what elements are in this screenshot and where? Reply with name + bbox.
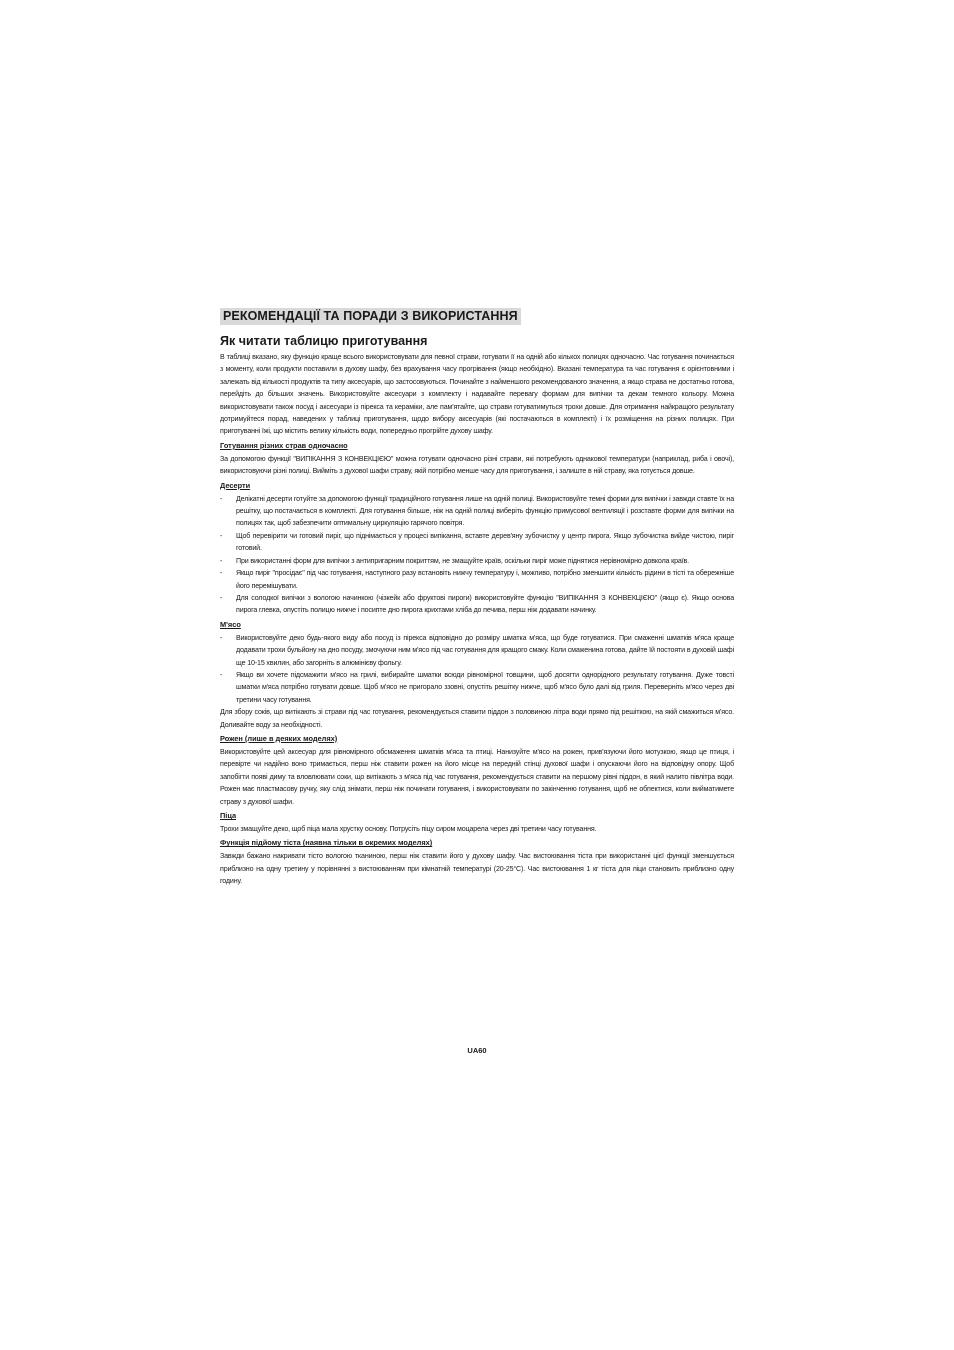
section-title-bar: РЕКОМЕНДАЦІЇ ТА ПОРАДИ З ВИКОРИСТАННЯ (220, 308, 521, 325)
page-number: UA60 (467, 1046, 487, 1055)
page-subtitle: Як читати таблицю приготування (220, 334, 428, 348)
list-item: - При використанні форм для випічки з антипригарним покриттям, не змащуйте країв, оскільки пиріг може піднятися нерівномірно довкола країв. (220, 556, 689, 565)
simultaneous-paragraph: За допомогою функції "ВИПІКАННЯ З КОНВЕКЦІЄЮ" можна готувати одночасно різні страви, які потребують однакової температури (наприклад, риба і овочі), використовуючи різні полиці. Вийміть з духової шафи страву, якій потрібно менше часу для приготування, і залиште в ній страву, яка готується довше. (220, 454, 734, 476)
list-item: - Делікатні десерти готуйте за допомогою функції традиційного готування лише на одній полиці. Використовуйте темні форми для випічки і завжди ставте їх на решітку, що постачається в комплекті. Для готування більше, ніж на одній полиці виберіть функцію примусової вентиляції і розставте форми для випічки на полицях так, щоб забезпечити оптимальну циркуляцію гарячого повітря. (220, 494, 734, 528)
list-item: - Щоб перевірити чи готовий пиріг, що піднімається у процесі випікання, вставте дерев'яну зубочистку у центр пирога. Якщо зубочистка вийде чистою, пиріг готовий. (220, 531, 734, 553)
section-heading-rotisserie: Рожен (лише в деяких моделях) (220, 733, 338, 743)
intro-paragraph: В таблиці вказано, яку функцію краще всього використовувати для певної страви, готувати її на одній або кількох полицях одночасно. Час готування починається з моменту, коли продукти поставили в духову шафу, без врахування часу прогрівання (якщо необхідно). Вказані температура та час готування є орієнтовними і залежать від кількості продуктів та типу аксесуарів, що застосовуються. Починайте з найменшого рекомендованого значення, а якщо страва не достатньо готова, перейдіть до більших значень. Використовуйте аксесуари з комплекту і надавайте перевагу формам для випічки та декам темного кольору. Можна використовувати також посуд і аксесуари із пірекса та кераміки, але пам'ятайте, що страви готуватимуться трохи довше. Для отримання найкращого результату дотримуйтеся порад, наведених у таблиці приготування, щодо вибору аксесуарів (які постачаються в комплекті) і їх розміщення на різних полицях. При приготуванні їжі, що містить велику кількість води, попередньо прогрійте духову шафу. (220, 353, 734, 436)
section-heading-dough: Функція підйому тіста (наявна тільки в окремих моделях) (220, 838, 433, 848)
section-heading-meat: М'ясо (220, 619, 241, 629)
pizza-paragraph: Трохи змащуйте деко, щоб піца мала хрустку основу. Потрусіть піцу сиром моцарела через дві третини часу готування. (220, 825, 597, 833)
list-item: - Використовуйте деко будь-якого виду або посуд із пірекса відповідно до розміру шматка м'яса, що буде готуватися. При смаженні шматків м'яса краще додавати трохи бульйону на дно посуду, змочуючи ним м'ясо під час готування для кращого смаку. Коли смаженина готова, дайте їй постояти в духовій шафі ще 10-15 хвилин, або загорніть в алюмінієву фольгу. (220, 633, 734, 667)
list-item: - Для солодкої випічки з вологою начинкою (чізкейк або фруктові пироги) використовуйте функцію "ВИПІКАННЯ З КОНВЕКЦІЄЮ" (якщо є). Якщо основа пирога глевка, опустіть полицю нижче і посипте дно пирога крихтами хліба до печива, перш ніж додавати начинку. (220, 593, 734, 615)
section-heading-desserts: Десерти (220, 480, 251, 490)
dough-paragraph: Завжди бажано накривати тісто вологою тканиною, перш ніж ставити його у духову шафу. Час вистоювання тіста при використанні цієї функції зменшується приблизно на одну третину у порівнянні з вистоюванням при кімнатній температурі (20-25°C). Час вистоювання 1 кг тіста для піци становить приблизно одну годину. (220, 852, 734, 886)
list-item: - Якщо ви хочете підсмажити м'ясо на грилі, вибирайте шматки всюди рівномірної товщини, щоб досягти однорідного результату готування. Дуже товсті шматки м'яса потрібно готувати довше. Щоб м'ясо не пригорало ззовні, опустіть решітку нижче, щоб м'ясо було далі від гриля. Переверніть м'ясо через дві третини часу готування. (220, 670, 734, 704)
meat-paragraph: Для збору соків, що витікають зі страви під час готування, рекомендується ставити піддон з половиною літра води прямо під решіткою, на якій смажиться м'ясо. Доливайте воду за необхідності. (220, 708, 734, 729)
list-item: - Якщо пиріг "просідає" під час готування, наступного разу встановіть нижчу температуру і, можливо, потрібно зменшити кількість рідини в тісті та обережніше його перемішувати. (220, 569, 734, 590)
document-page (220, 307, 734, 888)
section-heading-simultaneous: Готування різних страв одночасно (220, 440, 348, 450)
rotisserie-paragraph: Використовуйте цей аксесуар для рівномірного обсмаження шматків м'яса та птиці. Нанизуйте м'ясо на рожен, прив'язуючи його мотузкою, якщо це птиця, і перевірте чи надійно воно тримається, перш ніж ставити рожен на його місце на передній стінці духової шафи і опускаючи його на відповідну опору. Щоб запобігти появі диму та вловлювати соки, що витікають з м'яса під час готування, рекомендується ставити на першому рівні піддон, в який налито півлітра води. Рожен має пластмасову ручку, яку слід знімати, перш ніж починати готування, і використовувати по закінченню готування, щоб не обпектися, коли вийматимете страву з духової шафи. (220, 747, 734, 806)
meat-list (220, 632, 734, 706)
section-heading-pizza: Піца (220, 811, 237, 820)
desserts-list (220, 493, 734, 617)
